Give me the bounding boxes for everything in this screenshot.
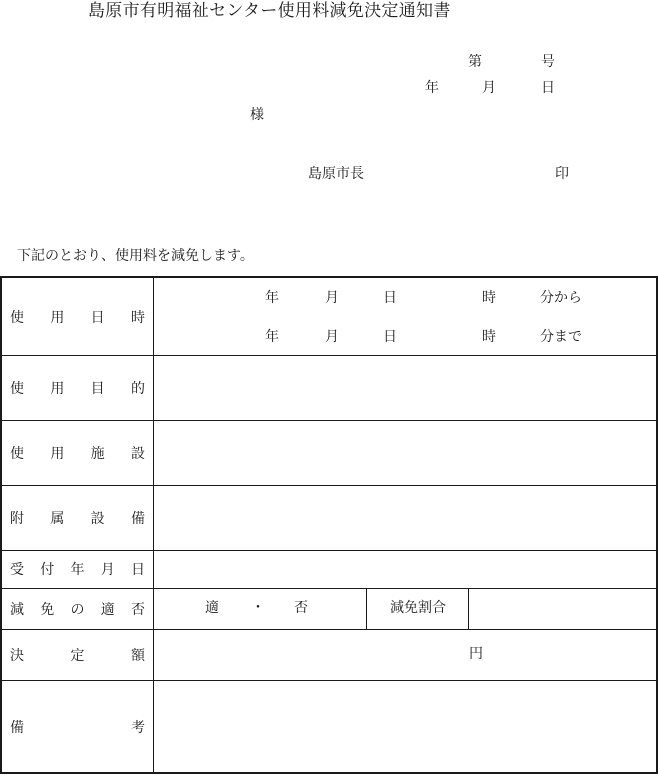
from-year: 年: [265, 290, 279, 306]
from-hour: 時: [482, 290, 496, 306]
decided-amount-field[interactable]: [155, 629, 656, 680]
to-minute: 分まで: [540, 329, 582, 345]
label-facility: 使 用 施 設: [2, 420, 154, 485]
option-not-applicable[interactable]: 否: [294, 600, 308, 616]
exemption-field: [155, 588, 656, 629]
label-received-date: 受 付 年 月 日: [2, 550, 154, 588]
to-hour: 時: [482, 329, 496, 345]
addressee-suffix: 様: [250, 107, 264, 123]
option-separator: ・: [251, 600, 265, 616]
to-year: 年: [265, 329, 279, 345]
received-date-field[interactable]: [155, 550, 656, 588]
document-title: 島原市有明福祉センター使用料減免決定通知書: [88, 1, 451, 21]
purpose-field[interactable]: [155, 355, 656, 420]
issue-date-month: 月: [482, 80, 496, 96]
row-received-date: [2, 550, 656, 589]
exemption-form-table: [0, 276, 658, 774]
number-prefix: 第: [468, 54, 482, 70]
from-minute: 分から: [540, 290, 582, 306]
to-month: 月: [325, 329, 339, 345]
label-exemption: 減 免 の 適 否: [2, 588, 154, 629]
from-month: 月: [325, 290, 339, 306]
label-decided-amount: 決 定 額: [2, 629, 154, 680]
row-purpose: [2, 355, 656, 421]
divider: [366, 588, 367, 629]
number-suffix: 号: [541, 54, 555, 70]
equipment-field[interactable]: [155, 485, 656, 550]
row-facility: [2, 420, 656, 486]
row-usage-datetime: [2, 278, 656, 356]
from-day: 日: [383, 290, 397, 306]
usage-datetime-field[interactable]: [155, 278, 656, 355]
rate-label: 減免割合: [390, 600, 446, 616]
option-applicable[interactable]: 適: [205, 600, 219, 616]
issuer-name: 島原市長: [308, 166, 364, 182]
rate-field[interactable]: [469, 588, 656, 629]
row-equipment: [2, 485, 656, 551]
seal-mark: 印: [555, 166, 569, 182]
label-equipment: 附 属 設 備: [2, 485, 154, 550]
currency-unit: 円: [469, 646, 483, 662]
label-remarks: 備 考: [2, 680, 154, 774]
label-purpose: 使 用 目 的: [2, 355, 154, 420]
remarks-field[interactable]: [155, 680, 656, 774]
issue-date-year: 年: [425, 80, 439, 96]
issue-date-day: 日: [541, 80, 555, 96]
row-decided-amount: [2, 629, 656, 681]
facility-field[interactable]: [155, 420, 656, 485]
to-day: 日: [383, 329, 397, 345]
row-remarks: [2, 680, 656, 774]
label-usage-datetime: 使 用 日 時: [2, 278, 154, 355]
intro-text: 下記のとおり、使用料を減免します。: [17, 248, 254, 264]
row-exemption: [2, 588, 656, 630]
